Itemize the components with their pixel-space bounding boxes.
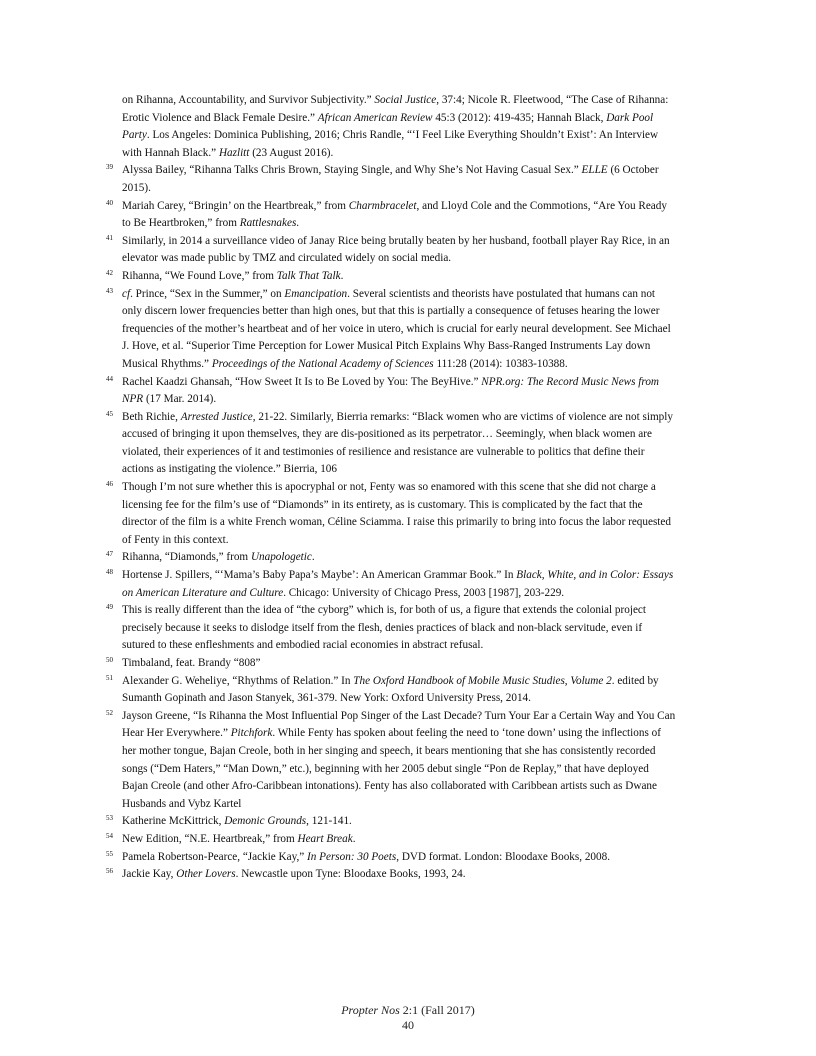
footnote-number: 46	[106, 480, 113, 489]
journal-citation	[0, 1003, 816, 1018]
footnote-56	[106, 866, 676, 884]
footnote-number: 43	[106, 286, 113, 295]
footnote-text: Jayson Greene, “Is Rihanna the Most Influential Pop Singer of the Last Decade? Turn Your Ear a Certain Way and You Can Hear Her Everywhere.” Pitchfork. While Fenty has spoken about feeling the need to ‘tone down’ using the inflections of her mother tongue, Bajan Creole, both in her singing and speech, it bears mentioning that she has consistently recorded songs (“Dem Haters,” “Man Down,” etc.), beginning with her 2005 debut single “Pon de Replay,” that have deployed Bajan Creole (and other Afro-Caribbean intonations). Fenty has also collaborated with Caribbean artists such as Dwane Husbands and Vybz Kartel	[122, 709, 676, 810]
footnote-54	[106, 831, 676, 849]
footnote-39	[106, 162, 676, 197]
footnote-text: Rihanna, “We Found Love,” from Talk That Talk.	[122, 269, 344, 282]
footnote-continuation	[106, 92, 676, 162]
footnote-number: 48	[106, 568, 113, 577]
footnote-text: Jackie Kay, Other Lovers. Newcastle upon Tyne: Bloodaxe Books, 1993, 24.	[122, 868, 466, 881]
footnote-text: Rihanna, “Diamonds,” from Unapologetic.	[122, 551, 315, 564]
footnote-number: 41	[106, 233, 113, 242]
footnote-text: Though I’m not sure whether this is apocryphal or not, Fenty was so enamored with this scene that she did not charge a licensing fee for the film’s use of “Diamonds” in its entirety, as is customary. This is complicated by the fact that the director of the film is a white French woman, Céline Sciamma. I raise this primarily to bring into focus the labor requested of Fenty in this context.	[122, 481, 671, 546]
footnote-52	[106, 708, 676, 814]
footnote-number: 55	[106, 849, 113, 858]
footnote-44	[106, 374, 676, 409]
page-number: 40	[402, 1018, 414, 1032]
footnote-49	[106, 602, 676, 655]
footnote-text: This is really different than the idea of “the cyborg” which is, for both of us, a figure that extends the colonial project precisely because it seeks to dislodge itself from the flesh, denies practices of black and non-black servitude, even if sutured to these enfleshments and embodied racial economies in abstract refusal.	[122, 604, 646, 652]
footnote-text: on Rihanna, Accountability, and Survivor Subjectivity.” Social Justice, 37:4; Nicole R. Fleetwood, “The Case of Rihanna: Erotic Violence and Black Female Desire.” African American Review 45:3 (2012): 419-435; Hannah Black, Dark Pool Party. Los Angeles: Dominica Publishing, 2016; Chris Randle, “‘I Feel Like Everything Shouldn’t Exist’: An Interview with Hannah Black.” Hazlitt (23 August 2016).	[122, 94, 669, 159]
footnote-number: 56	[106, 867, 113, 876]
footnote-number: 45	[106, 409, 113, 418]
page-footer	[0, 1003, 816, 1033]
footnote-text: Timbaland, feat. Brandy “808”	[122, 657, 261, 669]
footnote-text: Alexander G. Weheliye, “Rhythms of Relation.” In The Oxford Handbook of Mobile Music Studies, Volume 2. edited by Sumanth Gopinath and Jason Stanyek, 361-379. New York: Oxford University Press, 2014.	[122, 674, 659, 705]
footnote-text: Similarly, in 2014 a surveillance video of Janay Rice being brutally beaten by her husband, football player Ray Rice, in an elevator was made public by TMZ and circulated widely on social media.	[122, 234, 670, 265]
footnote-number: 39	[106, 163, 113, 172]
footnote-47	[106, 549, 676, 567]
footnote-text: Mariah Carey, “Bringin’ on the Heartbreak,” from Charmbracelet, and Lloyd Cole and the Commotions, “Are You Ready to Be Heartbroken,” from Rattlesnakes.	[122, 199, 667, 230]
footnote-number: 52	[106, 708, 113, 717]
footnote-text: Pamela Robertson-Pearce, “Jackie Kay,” In Person: 30 Poets, DVD format. London: Bloodaxe Books, 2008.	[122, 850, 611, 863]
footnote-number: 49	[106, 603, 113, 612]
footnote-48	[106, 567, 676, 602]
footnote-number: 40	[106, 198, 113, 207]
journal-title: Propter Nos	[341, 1003, 400, 1017]
footnotes-list	[106, 92, 676, 884]
footnote-text: New Edition, “N.E. Heartbreak,” from Heart Break.	[122, 832, 356, 845]
footnote-55	[106, 849, 676, 867]
footnote-50	[106, 655, 676, 673]
footnote-number: 42	[106, 268, 113, 277]
footnote-41	[106, 233, 676, 268]
footnote-40	[106, 198, 676, 233]
footnote-text: Beth Richie, Arrested Justice, 21-22. Similarly, Bierria remarks: “Black women who are victims of violence are not simply accused of bringing it upon themselves, they are dis-positioned as its perpetrator… Seemingly, when black women are violated, their experiences of it and testimonies of resilience and resistance are vulnerable to politics that define their actions as instigating the violence.” Bierria, 106	[122, 410, 673, 476]
footnote-53	[106, 813, 676, 831]
footnote-text: Hortense J. Spillers, “‘Mama’s Baby Papa’s Maybe’: An American Grammar Book.” In Black, White, and in Color: Essays on American Literature and Culture. Chicago: University of Chicago Press, 2003 [1987], 203-229.	[122, 569, 674, 599]
footnote-text: Alyssa Bailey, “Rihanna Talks Chris Brown, Staying Single, and Why She’s Not Having Casual Sex.” ELLE (6 October 2015).	[122, 164, 659, 194]
footnote-text: Rachel Kaadzi Ghansah, “How Sweet It Is to Be Loved by You: The BeyHive.” NPR.org: The Record Music News from NPR (17 Mar. 2014).	[122, 375, 660, 406]
footnote-number: 54	[106, 831, 113, 840]
footnote-46	[106, 479, 676, 549]
footnote-text: Katherine McKittrick, Demonic Grounds, 121-141.	[122, 815, 352, 828]
footnote-number: 50	[106, 656, 113, 664]
footnote-text: cf. Prince, “Sex in the Summer,” on Emancipation. Several scientists and theorists have postulated that humans can not only discern lower frequencies better than high ones, but that this is partially a consequence of fetuses hearing the lower frequencies of the mother’s heartbeat and of her voice in utero, which is crucial for early neural development. See Michael J. Hove, et al. “Superior Time Perception for Lower Musical Pitch Explains Why Bass-Ranged Instruments Lay down Musical Rhythms.” Proceedings of the National Academy of Sciences 111:28 (2014): 10383-10388.	[122, 287, 671, 370]
footnote-43	[106, 286, 676, 374]
journal-issue: 2:1 (Fall 2017)	[402, 1003, 475, 1017]
footnote-number: 47	[106, 550, 113, 559]
footnote-42	[106, 268, 676, 286]
footnote-45	[106, 409, 676, 479]
footnote-number: 53	[106, 814, 113, 823]
footnote-number: 44	[106, 374, 113, 383]
footnote-number: 51	[106, 673, 113, 682]
footnote-51	[106, 673, 676, 708]
